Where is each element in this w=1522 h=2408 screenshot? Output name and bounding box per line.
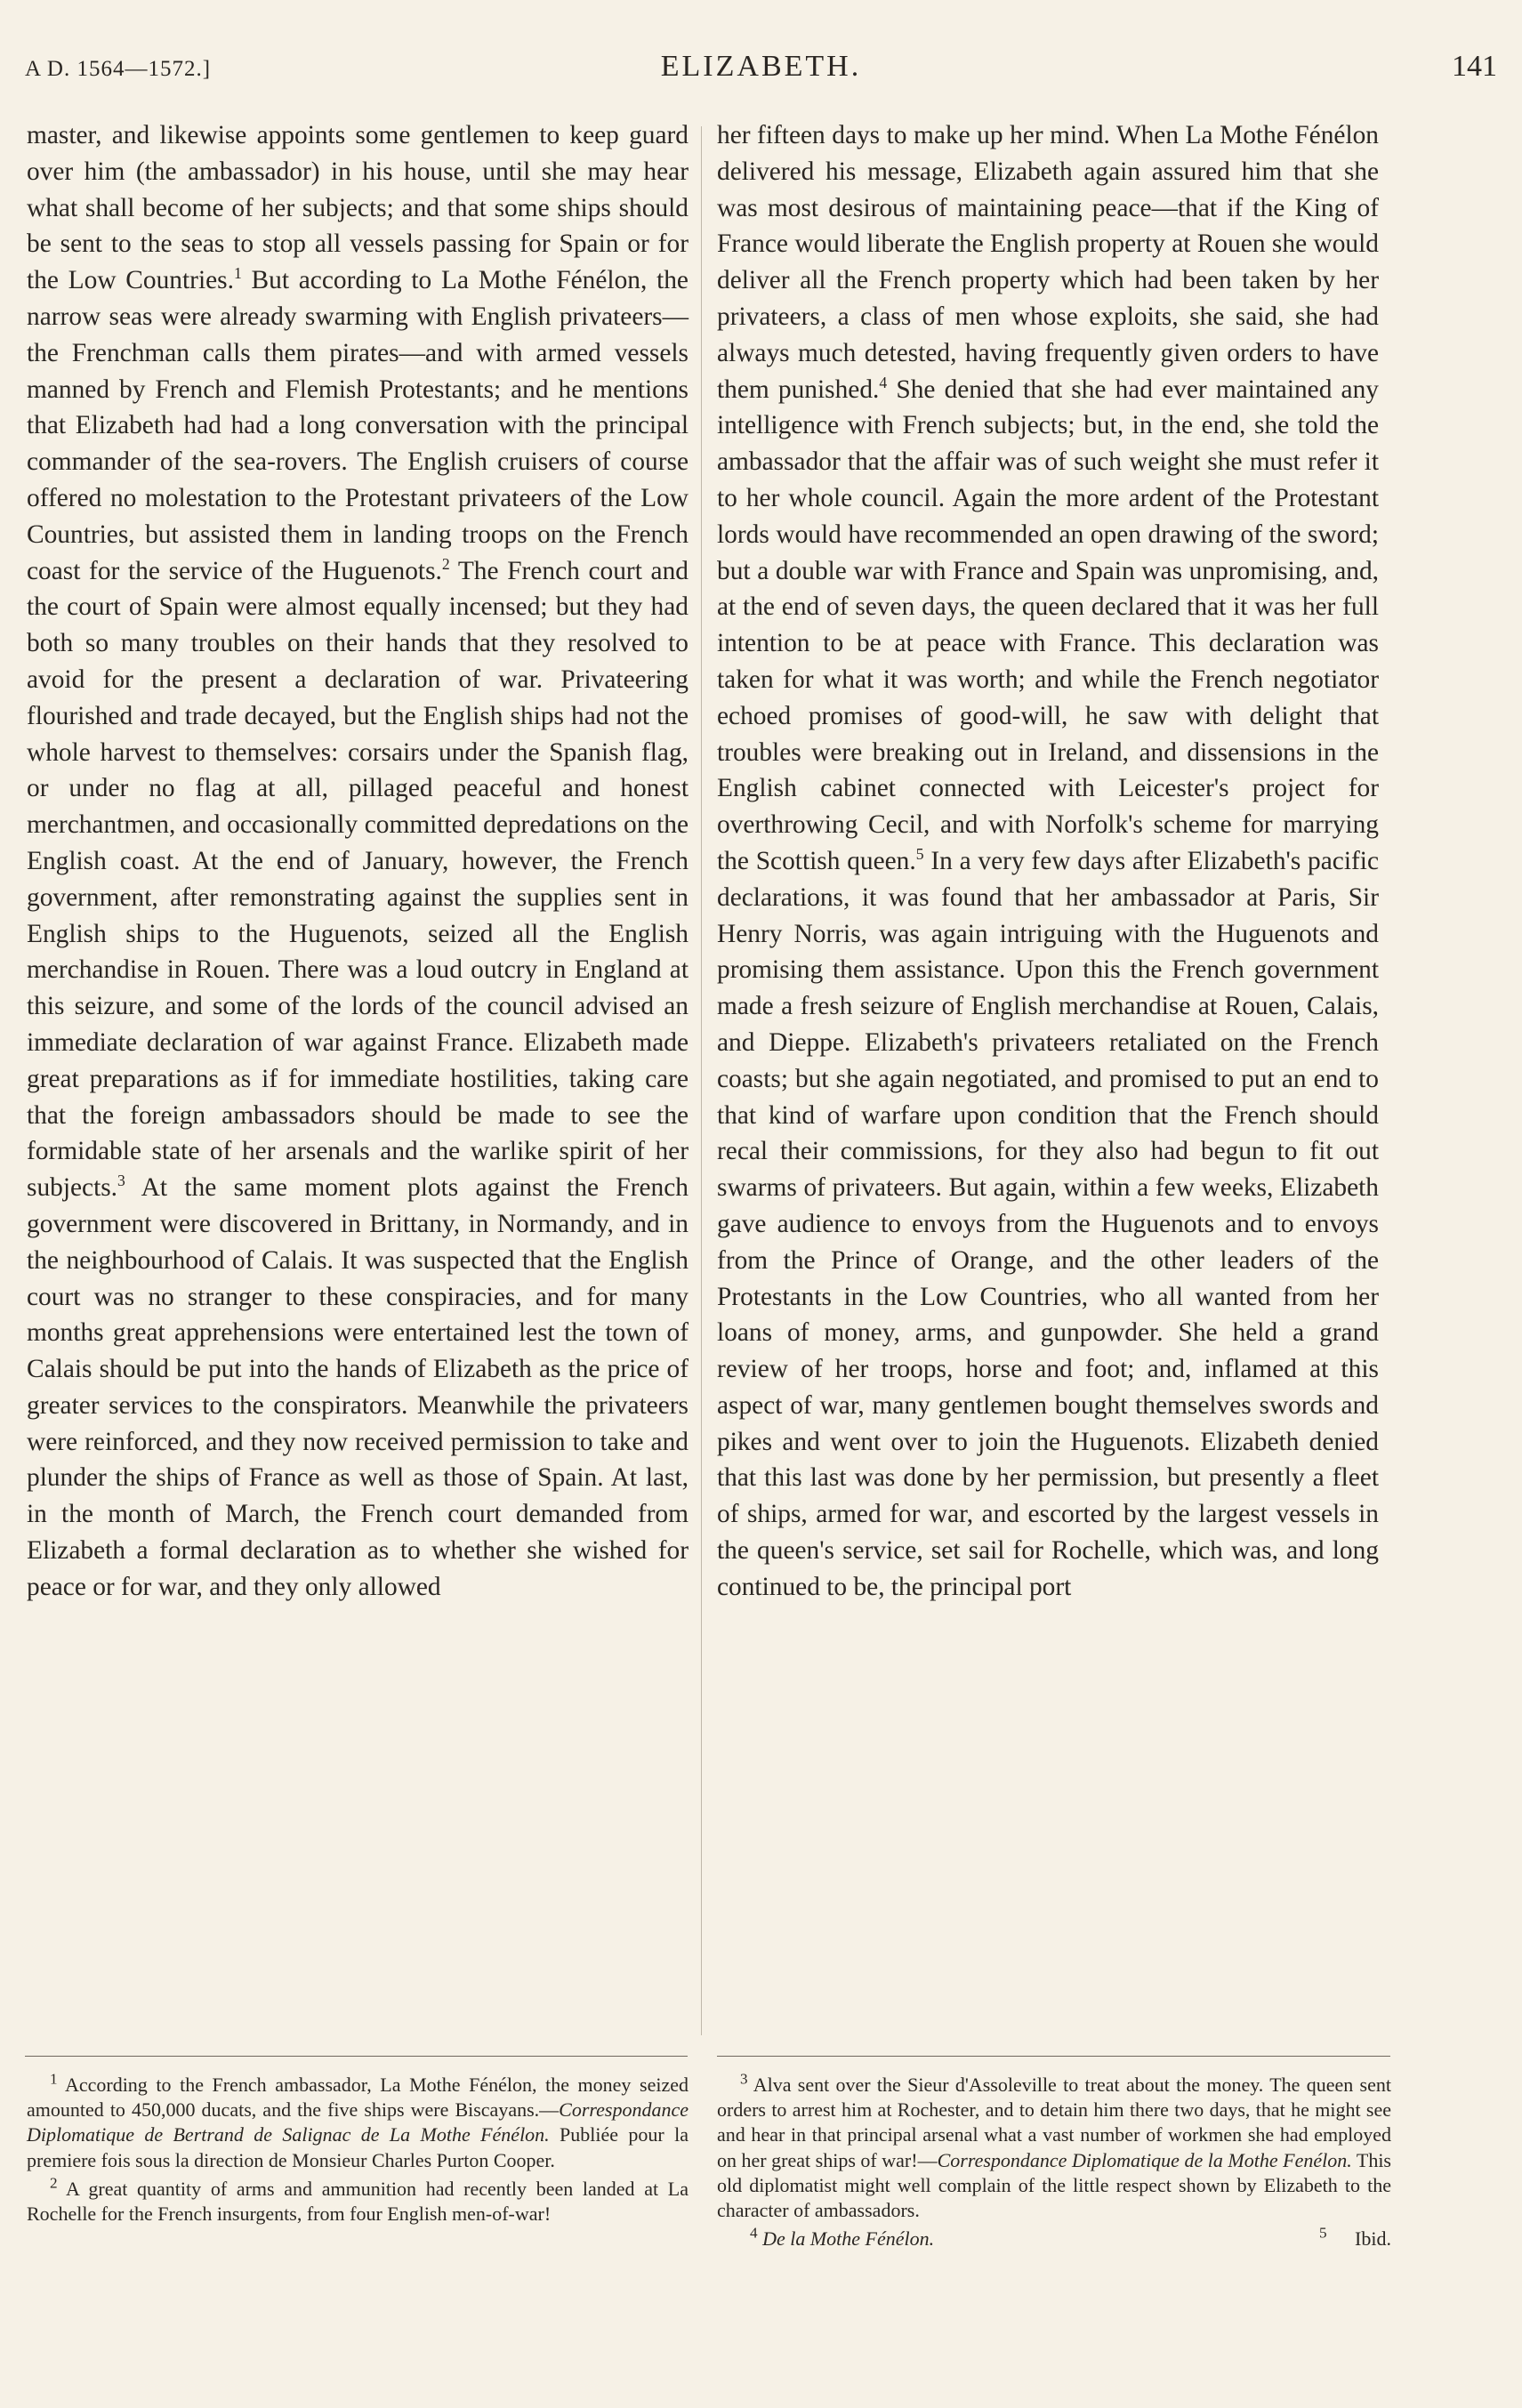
footnote-1	[27, 2070, 689, 2173]
body-text: In a very few days after Elizabeth's pacific declarations, it was found that her ambassador at Paris, Sir Henry Norris, was again intriguing with the Huguenots and promising them assistance. Upon this the French government made a fresh seizure of English merchandise at Rouen, Calais, and Dieppe. Elizabeth's privateers retaliated on the French coasts; but she again negotiated, and promised to put an end to that kind of warfare upon condition that the French should recal their commissions, for they also had begun to fit out swarms of privateers. But again, within a few weeks, Elizabeth gave audience to envoys from the Huguenots and to envoys from the Prince of Orange, and the other leaders of the Protestants in the Low Countries, who all wanted from her loans of money, arms, and gunpowder. She held a grand review of her troops, horse and foot; and, inflamed at this aspect of war, many gentlemen bought themselves swords and pikes and went over to join the Huguenots. Elizabeth denied that this last was done by her permission, but presently a fleet of ships, armed for war, and escorted by the largest vessels in the queen's service, set sail for Rochelle, which was, and long continued to be, the principal port	[717, 846, 1379, 1601]
body-text: her fifteen days to make up her mind. When La Mothe Fénélon delivered his message, Elizabeth again assured him that she was most desirous of maintaining peace—that if the King of France would liberate the English property at Rouen she would deliver all the French property which had been taken by her privateers, a class of men whose exploits, she said, she had always much detested, having frequently given orders to have them punished.	[717, 121, 1379, 404]
footnote-number: 5	[1318, 2224, 1327, 2242]
footnote-text: Ibid.	[1355, 2227, 1391, 2251]
footnote-citation: Correspondance Diplomatique de la Mothe Fenélon.	[937, 2148, 1352, 2171]
footnote-citation: Correspondance Diplomatique de Bertrand de Salignac de La Mothe Fénélon.	[27, 2098, 689, 2146]
footnote-ref: 5	[915, 845, 924, 864]
footnote-text: Alva sent over the Sieur d'Assoleville to treat about the money. The queen sent orders to arrest him at Rochester, and to detain him there two days, that he might see and hear in that principal arsenal what a vast number of workmen she had employed on her great ships of war!—	[717, 2074, 1391, 2171]
footnotes-right	[717, 2070, 1391, 2255]
footnote-ref: 3	[117, 1172, 125, 1190]
body-text: At the same moment plots against the French government were discovered in Brittany, in Normandy, and in the neighbourhood of Calais. It was suspected that the English court was no stranger to these conspiracies, and for many months great apprehensions were entertained lest the town of Calais should be put into the hands of Elizabeth as the price of greater services to the conspirators. Meanwhile the privateers were reinforced, and they now received permission to take and plunder the ships of France as well as those of Spain. At last, in the month of March, the French court demanded from Elizabeth a formal declaration as to whether she wished for peace or for war, and they only allowed	[27, 1173, 689, 1601]
page-number: 141	[1452, 50, 1497, 83]
footnote-text: According to the French ambassador, La Mothe Fénélon, the money seized amounted to 450,000 ducats, and the five ships were Biscayans.—	[27, 2074, 689, 2122]
footnote-5	[1296, 2224, 1391, 2251]
footnotes-left	[27, 2070, 689, 2230]
body-text: But according to La Mothe Fénélon, the narrow seas were already swarming with English privateers—the Frenchman calls them pirates—and with armed vessels manned by French and Flemish Protestants; and he mentions that Elizabeth had had a long conversation with the principal commander of the sea-rovers. The English cruisers of course offered no molestation to the Protestant privateers of the Low Countries, but assisted them in landing troops on the French coast for the service of the Huguenots.	[27, 266, 689, 585]
footnote-number: 2	[50, 2174, 58, 2192]
footnote-citation: De la Mothe Fénélon.	[762, 2227, 935, 2251]
left-column	[27, 117, 689, 1606]
footnote-4	[717, 2224, 935, 2251]
body-text: master, and likewise appoints some gentlemen to keep guard over him (the ambassador) in his house, until she may hear what shall become of her subjects; and that some ships should be sent to the seas to stop all vessels passing for Spain or for the Low Countries.	[27, 121, 689, 295]
footnote-2	[27, 2174, 689, 2227]
header-date-range: A D. 1564—1572.]	[25, 57, 212, 81]
footnote-ref: 4	[879, 373, 888, 391]
column-divider	[701, 126, 702, 2035]
header-title: ELIZABETH.	[660, 50, 862, 83]
running-header	[25, 46, 1497, 91]
footnote-text: This old diplomatist might well complain of the little respect shown by Elizabeth to the character of ambassadors.	[717, 2148, 1391, 2222]
body-text: She denied that she had ever maintained any intelligence with French subjects; but, in the end, she told the ambassador that the affair was of such weight she must refer it to her whole council. Again the more ardent of the Protestant lords would have recommended an open drawing of the sword; but a double war with France and Spain was unpromising, and, at the end of seven days, the queen declared that it was her full intention to be at peace with France. This declaration was taken for what it was worth; and while the French negotiator echoed promises of good-will, he saw with delight that troubles were breaking out in Ireland, and dissensions in the English cabinet connected with Leicester's project for overthrowing Cecil, and with Norfolk's scheme for marrying the Scottish queen.	[717, 374, 1379, 875]
footnote-rule-left	[25, 2056, 688, 2057]
footnotes-4-5	[717, 2224, 1391, 2251]
footnote-number: 3	[740, 2070, 748, 2088]
footnote-text: Publiée pour la premiere fois sous la direction de Monsieur Charles Purton Cooper.	[27, 2123, 689, 2171]
body-paragraph	[717, 117, 1379, 1606]
footnote-rule-right	[717, 2056, 1390, 2057]
footnote-number: 4	[750, 2224, 758, 2242]
footnote-ref: 1	[233, 264, 242, 283]
body-paragraph	[27, 117, 689, 1606]
footnote-text: A great quantity of arms and ammunition had recently been landed at La Rochelle for the French insurgents, from four English men-of-war!	[27, 2177, 689, 2226]
footnote-number: 1	[50, 2070, 58, 2088]
right-column	[717, 117, 1379, 1606]
body-text: The French court and the court of Spain were almost equally incensed; but they had both so many troubles on their hands that they resolved to avoid for the present a declaration of war. Privateering flourished and trade decayed, but the English ships had not the whole harvest to themselves: corsairs under the Spanish flag, or under no flag at all, pillaged peaceful and honest merchantmen, and occasionally committed depredations on the English coast. At the end of January, however, the French government, after remonstrating against the supplies sent in English ships to the Huguenots, seized all the English merchandise in Rouen. There was a loud outcry in England at this seizure, and some of the lords of the council advised an immediate declaration of war against France. Elizabeth made great preparations as if for immediate hostilities, taking care that the foreign ambassadors should be made to see the formidable state of her arsenals and the warlike spirit of her subjects.	[27, 556, 689, 1203]
footnote-ref: 2	[441, 554, 450, 573]
footnote-3	[717, 2070, 1391, 2223]
